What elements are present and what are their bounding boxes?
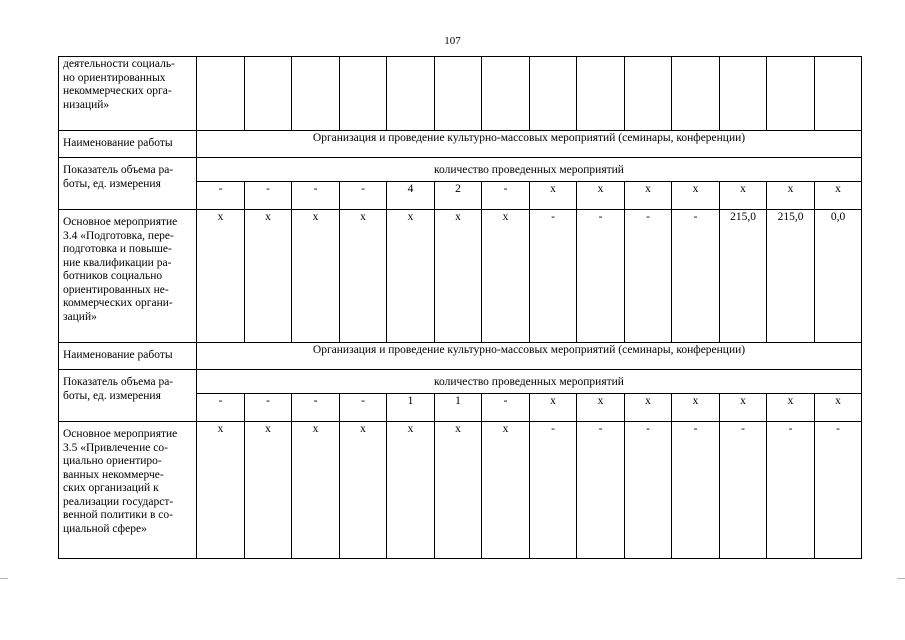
event-value: 215,0 (767, 210, 815, 343)
event-row (59, 422, 862, 559)
value-cell: - (482, 182, 530, 210)
value-cell: х (672, 182, 720, 210)
value-cell: - (340, 182, 387, 210)
value-cell: х (625, 394, 672, 422)
value-cell: х (815, 182, 862, 210)
value-cell: х (720, 182, 767, 210)
event-value: х (292, 422, 340, 559)
event-value: - (672, 422, 720, 559)
event-value: - (530, 210, 577, 343)
edge-mark (897, 578, 905, 579)
value-cell: - (292, 394, 340, 422)
value-cell: х (767, 182, 815, 210)
event-value: 0,0 (815, 210, 862, 343)
work-name-row (59, 343, 862, 370)
value-cell: - (340, 394, 387, 422)
continuation-desc: деятельности социаль- но ориентированных некоммерческих орга- низаций» (59, 57, 197, 131)
event-value: х (340, 210, 387, 343)
value-cell: 1 (387, 394, 435, 422)
event-value: х (292, 210, 340, 343)
event-value: х (387, 210, 435, 343)
value-cell: х (767, 394, 815, 422)
event-value: х (245, 422, 292, 559)
indicator-row (59, 158, 862, 182)
value-cell: 2 (435, 182, 482, 210)
activity-table (58, 56, 862, 559)
event-value: - (815, 422, 862, 559)
event-value: 215,0 (720, 210, 767, 343)
indicator-label: Показатель объема ра- боты, ед. измерения (59, 158, 197, 210)
value-cell: х (577, 394, 625, 422)
value-cell: х (625, 182, 672, 210)
edge-mark (0, 578, 8, 579)
page-number: 107 (444, 35, 461, 47)
work-name: Организация и проведение культурно-массовых мероприятий (семинары, конференции) (197, 343, 862, 370)
value-cell: - (197, 182, 245, 210)
work-name: Организация и проведение культурно-массовых мероприятий (семинары, конференции) (197, 131, 862, 158)
event-value: х (197, 210, 245, 343)
indicator-row (59, 370, 862, 394)
event-value: х (435, 210, 482, 343)
event-value: - (577, 422, 625, 559)
value-cell: - (197, 394, 245, 422)
event-value: х (387, 422, 435, 559)
event-value: х (482, 210, 530, 343)
event-value: х (482, 422, 530, 559)
event-value: - (625, 210, 672, 343)
value-cell: - (245, 182, 292, 210)
value-cell: х (530, 182, 577, 210)
continuation-row (59, 57, 862, 131)
value-cell: - (482, 394, 530, 422)
value-cell: 4 (387, 182, 435, 210)
value-cell: х (577, 182, 625, 210)
work-name-row (59, 131, 862, 158)
event-value: - (767, 422, 815, 559)
event-value: х (435, 422, 482, 559)
event-desc: Основное мероприятие 3.4 «Подготовка, пере- подготовка и повыше- ние квалификации ра- ботников социально ориентированных не- коммерческих органи- заций» (59, 210, 197, 343)
event-desc: Основное мероприятие 3.5 «Привлечение со- циально ориентиро- ванных некоммерче- ских организаций к реализации государст- венной политики в со- циальной сфере» (59, 422, 197, 559)
event-value: - (672, 210, 720, 343)
indicator-name: количество проведенных мероприятий (197, 158, 862, 182)
value-cell: х (672, 394, 720, 422)
value-cell: х (720, 394, 767, 422)
value-cell: - (292, 182, 340, 210)
event-value: - (530, 422, 577, 559)
value-cell: х (815, 394, 862, 422)
event-value: х (245, 210, 292, 343)
value-cell: 1 (435, 394, 482, 422)
event-value: - (625, 422, 672, 559)
event-value: х (197, 422, 245, 559)
event-value: - (577, 210, 625, 343)
event-value: - (720, 422, 767, 559)
value-cell: - (245, 394, 292, 422)
event-row (59, 210, 862, 343)
work-label: Наименование работы (59, 343, 197, 370)
indicator-label: Показатель объема ра- боты, ед. измерения (59, 370, 197, 422)
event-value: х (340, 422, 387, 559)
indicator-name: количество проведенных мероприятий (197, 370, 862, 394)
work-label: Наименование работы (59, 131, 197, 158)
value-cell: х (530, 394, 577, 422)
